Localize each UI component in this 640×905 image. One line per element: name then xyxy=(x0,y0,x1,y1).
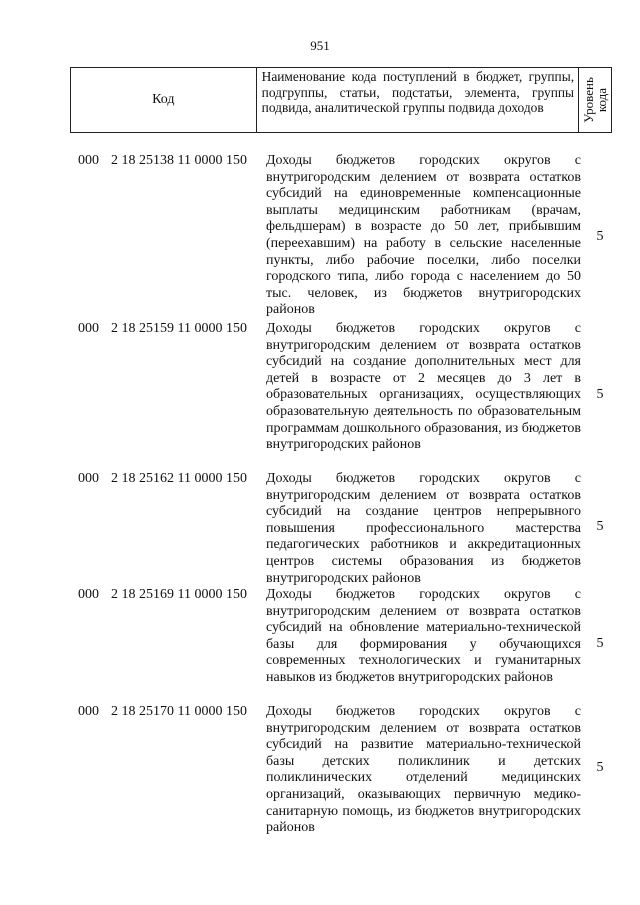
row-level: 5 xyxy=(596,636,604,651)
row-code: 2 18 25170 11 0000 150 xyxy=(111,704,247,719)
header-level-label xyxy=(582,77,608,123)
page-number: 951 xyxy=(310,38,330,53)
row-prefix: 000 xyxy=(78,704,99,719)
row-level: 5 xyxy=(596,760,604,775)
row-description: Доходы бюджетов городских округов с внутригородским делением от возврата остатков субсидий на развитие материально-технической базы детских поликлиник и детских поликлинических отделений медицинских организаций, оказывающих первичную медико-санитарную помощь, из бюджетов внутригородских районов xyxy=(266,704,581,836)
header-name-cell: Наименование кода поступлений в бюджет, группы, подгруппы, статьи, подстатьи, элемента, группы подвида, аналитической группы подвида доходов xyxy=(257,68,579,132)
header-code-cell: Код xyxy=(71,68,257,132)
row-prefix: 000 xyxy=(78,587,99,602)
header-level-line2: кода xyxy=(594,87,610,113)
header-level-line1: Уровень xyxy=(581,77,597,123)
table-header xyxy=(70,67,612,133)
row-code: 2 18 25162 11 0000 150 xyxy=(111,471,247,486)
row-code: 2 18 25169 11 0000 150 xyxy=(111,587,247,602)
row-code: 2 18 25159 11 0000 150 xyxy=(111,321,247,336)
row-code: 2 18 25138 11 0000 150 xyxy=(111,153,247,168)
row-description: Доходы бюджетов городских округов с внутригородским делением от возврата остатков субсидий на обновление материально-технической базы для формирования у обучающихся современных технологических и гуманитарных навыков из бюджетов внутригородских районов xyxy=(266,587,581,685)
row-prefix: 000 xyxy=(78,153,99,168)
row-description: Доходы бюджетов городских округов с внутригородским делением от возврата остатков субсидий на создание центров непрерывного повышения профессионального мастерства педагогических работников и аккредитационных центров системы образования из бюджетов внутригородских районов xyxy=(266,471,581,586)
row-prefix: 000 xyxy=(78,471,99,486)
row-level: 5 xyxy=(596,229,604,244)
header-level-cell xyxy=(579,68,611,132)
row-description: Доходы бюджетов городских округов с внутригородским делением от возврата остатков субсидий на создание дополнительных мест для детей в возрасте от 2 месяцев до 3 лет в образовательных организациях, осуществляющих образовательную деятельность по образовательным программам дошкольного образования, из бюджетов внутригородских районов xyxy=(266,321,581,453)
row-description: Доходы бюджетов городских округов с внутригородским делением от возврата остатков субсидий на единовременные компенсационные выплаты медицинским работникам (врачам, фельдшерам) в возрасте до 50 лет, прибывшим (переехавшим) на работу в сельские населенные пункты, либо рабочие поселки, либо поселки городского типа, либо города с населением до 50 тыс. человек, из бюджетов внутригородских районов xyxy=(266,153,581,318)
row-prefix: 000 xyxy=(78,321,99,336)
row-level: 5 xyxy=(596,387,604,402)
row-level: 5 xyxy=(596,519,604,534)
